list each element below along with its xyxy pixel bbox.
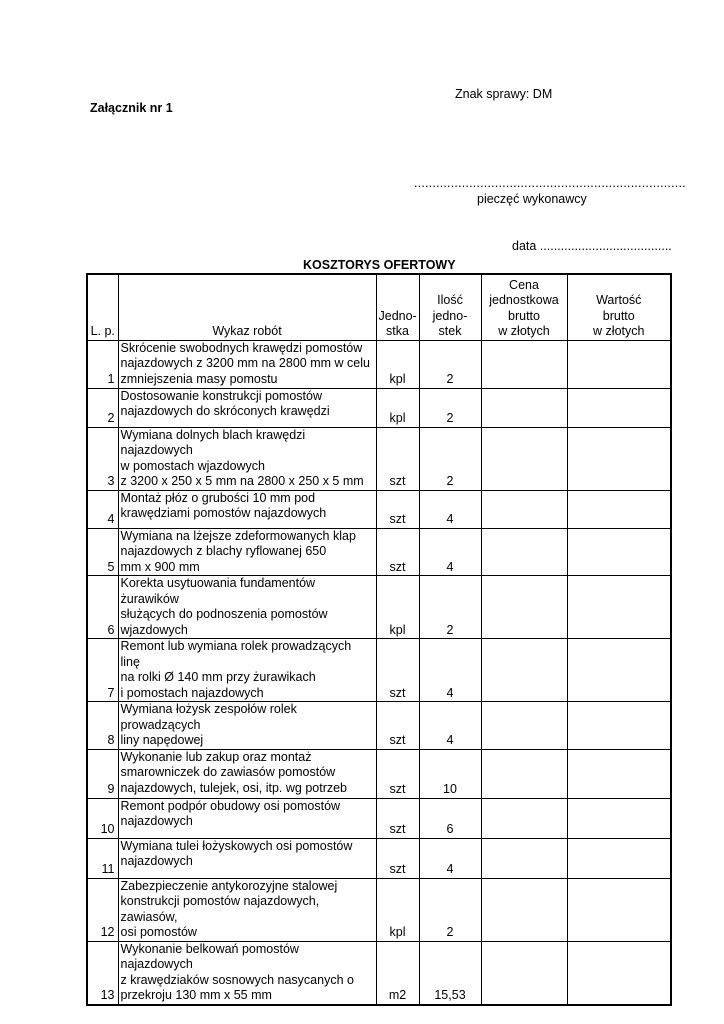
table-row	[87, 576, 671, 639]
table-row	[87, 941, 671, 1005]
row-unit-price	[481, 576, 567, 639]
row-description: Wymiana dolnych blach krawędzi najazdowych w pomostach wjazdowych z 3200 x 250 x 5 mm na 2800 x 250 x 5 mm	[118, 427, 376, 490]
row-unit: kpl	[376, 576, 419, 639]
row-unit: kpl	[376, 878, 419, 941]
row-total	[567, 388, 671, 427]
row-description: Korekta usytuowania fundamentów żurawików służących do podnoszenia pomostów wjazdowych	[118, 576, 376, 639]
row-number: 1	[87, 340, 118, 388]
row-total	[567, 528, 671, 576]
row-total	[567, 427, 671, 490]
row-unit: szt	[376, 749, 419, 798]
col-header-total: Wartość brutto w złotych	[567, 274, 671, 340]
case-number: Znak sprawy: DM	[455, 87, 553, 101]
row-description: Wymiana łożysk zespołów rolek prowadzących liny napędowej	[118, 702, 376, 750]
row-unit-price	[481, 702, 567, 750]
row-number: 3	[87, 427, 118, 490]
row-number: 10	[87, 798, 118, 838]
row-number: 11	[87, 838, 118, 878]
row-quantity: 6	[419, 798, 481, 838]
col-header-unit: Jedno- stka	[376, 274, 419, 340]
row-unit: szt	[376, 528, 419, 576]
table-header-row	[87, 274, 671, 340]
table-title: KOSZTORYS OFERTOWY	[303, 258, 456, 272]
row-quantity: 10	[419, 749, 481, 798]
row-quantity: 2	[419, 427, 481, 490]
row-number: 7	[87, 639, 118, 702]
row-description: Zabezpieczenie antykorozyjne stalowej konstrukcji pomostów najazdowych, zawiasów, osi pomostów	[118, 878, 376, 941]
row-description: Remont lub wymiana rolek prowadzących linę na rolki Ø 140 mm przy żurawikach i pomostach najazdowych	[118, 639, 376, 702]
row-unit-price	[481, 427, 567, 490]
row-unit-price	[481, 340, 567, 388]
row-total	[567, 490, 671, 528]
col-header-quantity: Ilość jedno-stek	[419, 274, 481, 340]
row-number: 6	[87, 576, 118, 639]
row-unit: kpl	[376, 340, 419, 388]
row-quantity: 2	[419, 878, 481, 941]
row-unit-price	[481, 838, 567, 878]
row-unit-price	[481, 878, 567, 941]
table-row	[87, 427, 671, 490]
row-unit: szt	[376, 427, 419, 490]
row-total	[567, 749, 671, 798]
row-quantity: 2	[419, 340, 481, 388]
row-unit: szt	[376, 490, 419, 528]
row-unit: szt	[376, 798, 419, 838]
table-row	[87, 340, 671, 388]
row-total	[567, 576, 671, 639]
row-quantity: 4	[419, 528, 481, 576]
row-quantity: 4	[419, 490, 481, 528]
row-quantity: 4	[419, 702, 481, 750]
col-header-lp: L. p.	[87, 274, 118, 340]
row-unit-price	[481, 941, 567, 1005]
row-unit: kpl	[376, 388, 419, 427]
row-description: Wykonanie belkowań pomostów najazdowych z krawędziaków sosnowych nasycanych o przekroju 130 mm x 55 mm	[118, 941, 376, 1005]
row-total	[567, 340, 671, 388]
row-unit-price	[481, 749, 567, 798]
row-number: 2	[87, 388, 118, 427]
row-description: Skrócenie swobodnych krawędzi pomostów najazdowych z 3200 mm na 2800 mm w celu zmniejszenia masy pomostu	[118, 340, 376, 388]
row-number: 9	[87, 749, 118, 798]
table-row	[87, 798, 671, 838]
row-number: 13	[87, 941, 118, 1005]
row-total	[567, 639, 671, 702]
row-quantity: 4	[419, 639, 481, 702]
stamp-line: ..........................................................................	[414, 176, 686, 190]
row-total	[567, 702, 671, 750]
table-row	[87, 388, 671, 427]
row-description: Wymiana tulei łożyskowych osi pomostów najazdowych	[118, 838, 376, 878]
row-description: Remont podpór obudowy osi pomostów najazdowych	[118, 798, 376, 838]
row-unit: m2	[376, 941, 419, 1005]
table-row	[87, 749, 671, 798]
row-unit-price	[481, 798, 567, 838]
date-line: data ......................................	[512, 239, 672, 253]
row-total	[567, 878, 671, 941]
row-total	[567, 838, 671, 878]
row-description: Wymiana na lżejsze zdeformowanych klap najazdowych z blachy ryflowanej 650 mm x 900 mm	[118, 528, 376, 576]
row-quantity: 2	[419, 388, 481, 427]
attachment-label: Załącznik nr 1	[90, 101, 173, 115]
row-description: Dostosowanie konstrukcji pomostów najazdowych do skróconych krawędzi	[118, 388, 376, 427]
table-row	[87, 528, 671, 576]
row-total	[567, 941, 671, 1005]
row-unit: szt	[376, 639, 419, 702]
row-unit-price	[481, 388, 567, 427]
row-description: Montaż płóz o grubości 10 mm pod krawędziami pomostów najazdowych	[118, 490, 376, 528]
row-quantity: 4	[419, 838, 481, 878]
table-row	[87, 639, 671, 702]
table-row	[87, 838, 671, 878]
row-number: 5	[87, 528, 118, 576]
row-unit-price	[481, 528, 567, 576]
stamp-label: pieczęć wykonawcy	[477, 192, 587, 206]
col-header-description: Wykaz robót	[118, 274, 376, 340]
cost-estimate-table	[86, 273, 672, 1006]
table-row	[87, 490, 671, 528]
row-number: 4	[87, 490, 118, 528]
row-unit: szt	[376, 838, 419, 878]
row-unit-price	[481, 639, 567, 702]
row-number: 12	[87, 878, 118, 941]
table-row	[87, 878, 671, 941]
row-description: Wykonanie lub zakup oraz montaż smarowniczek do zawiasów pomostów najazdowych, tulejek, osi, itp. wg potrzeb	[118, 749, 376, 798]
col-header-unit-price: Cena jednostkowa brutto w złotych	[481, 274, 567, 340]
row-unit: szt	[376, 702, 419, 750]
row-quantity: 15,53	[419, 941, 481, 1005]
table-row	[87, 702, 671, 750]
row-quantity: 2	[419, 576, 481, 639]
row-unit-price	[481, 490, 567, 528]
row-number: 8	[87, 702, 118, 750]
row-total	[567, 798, 671, 838]
